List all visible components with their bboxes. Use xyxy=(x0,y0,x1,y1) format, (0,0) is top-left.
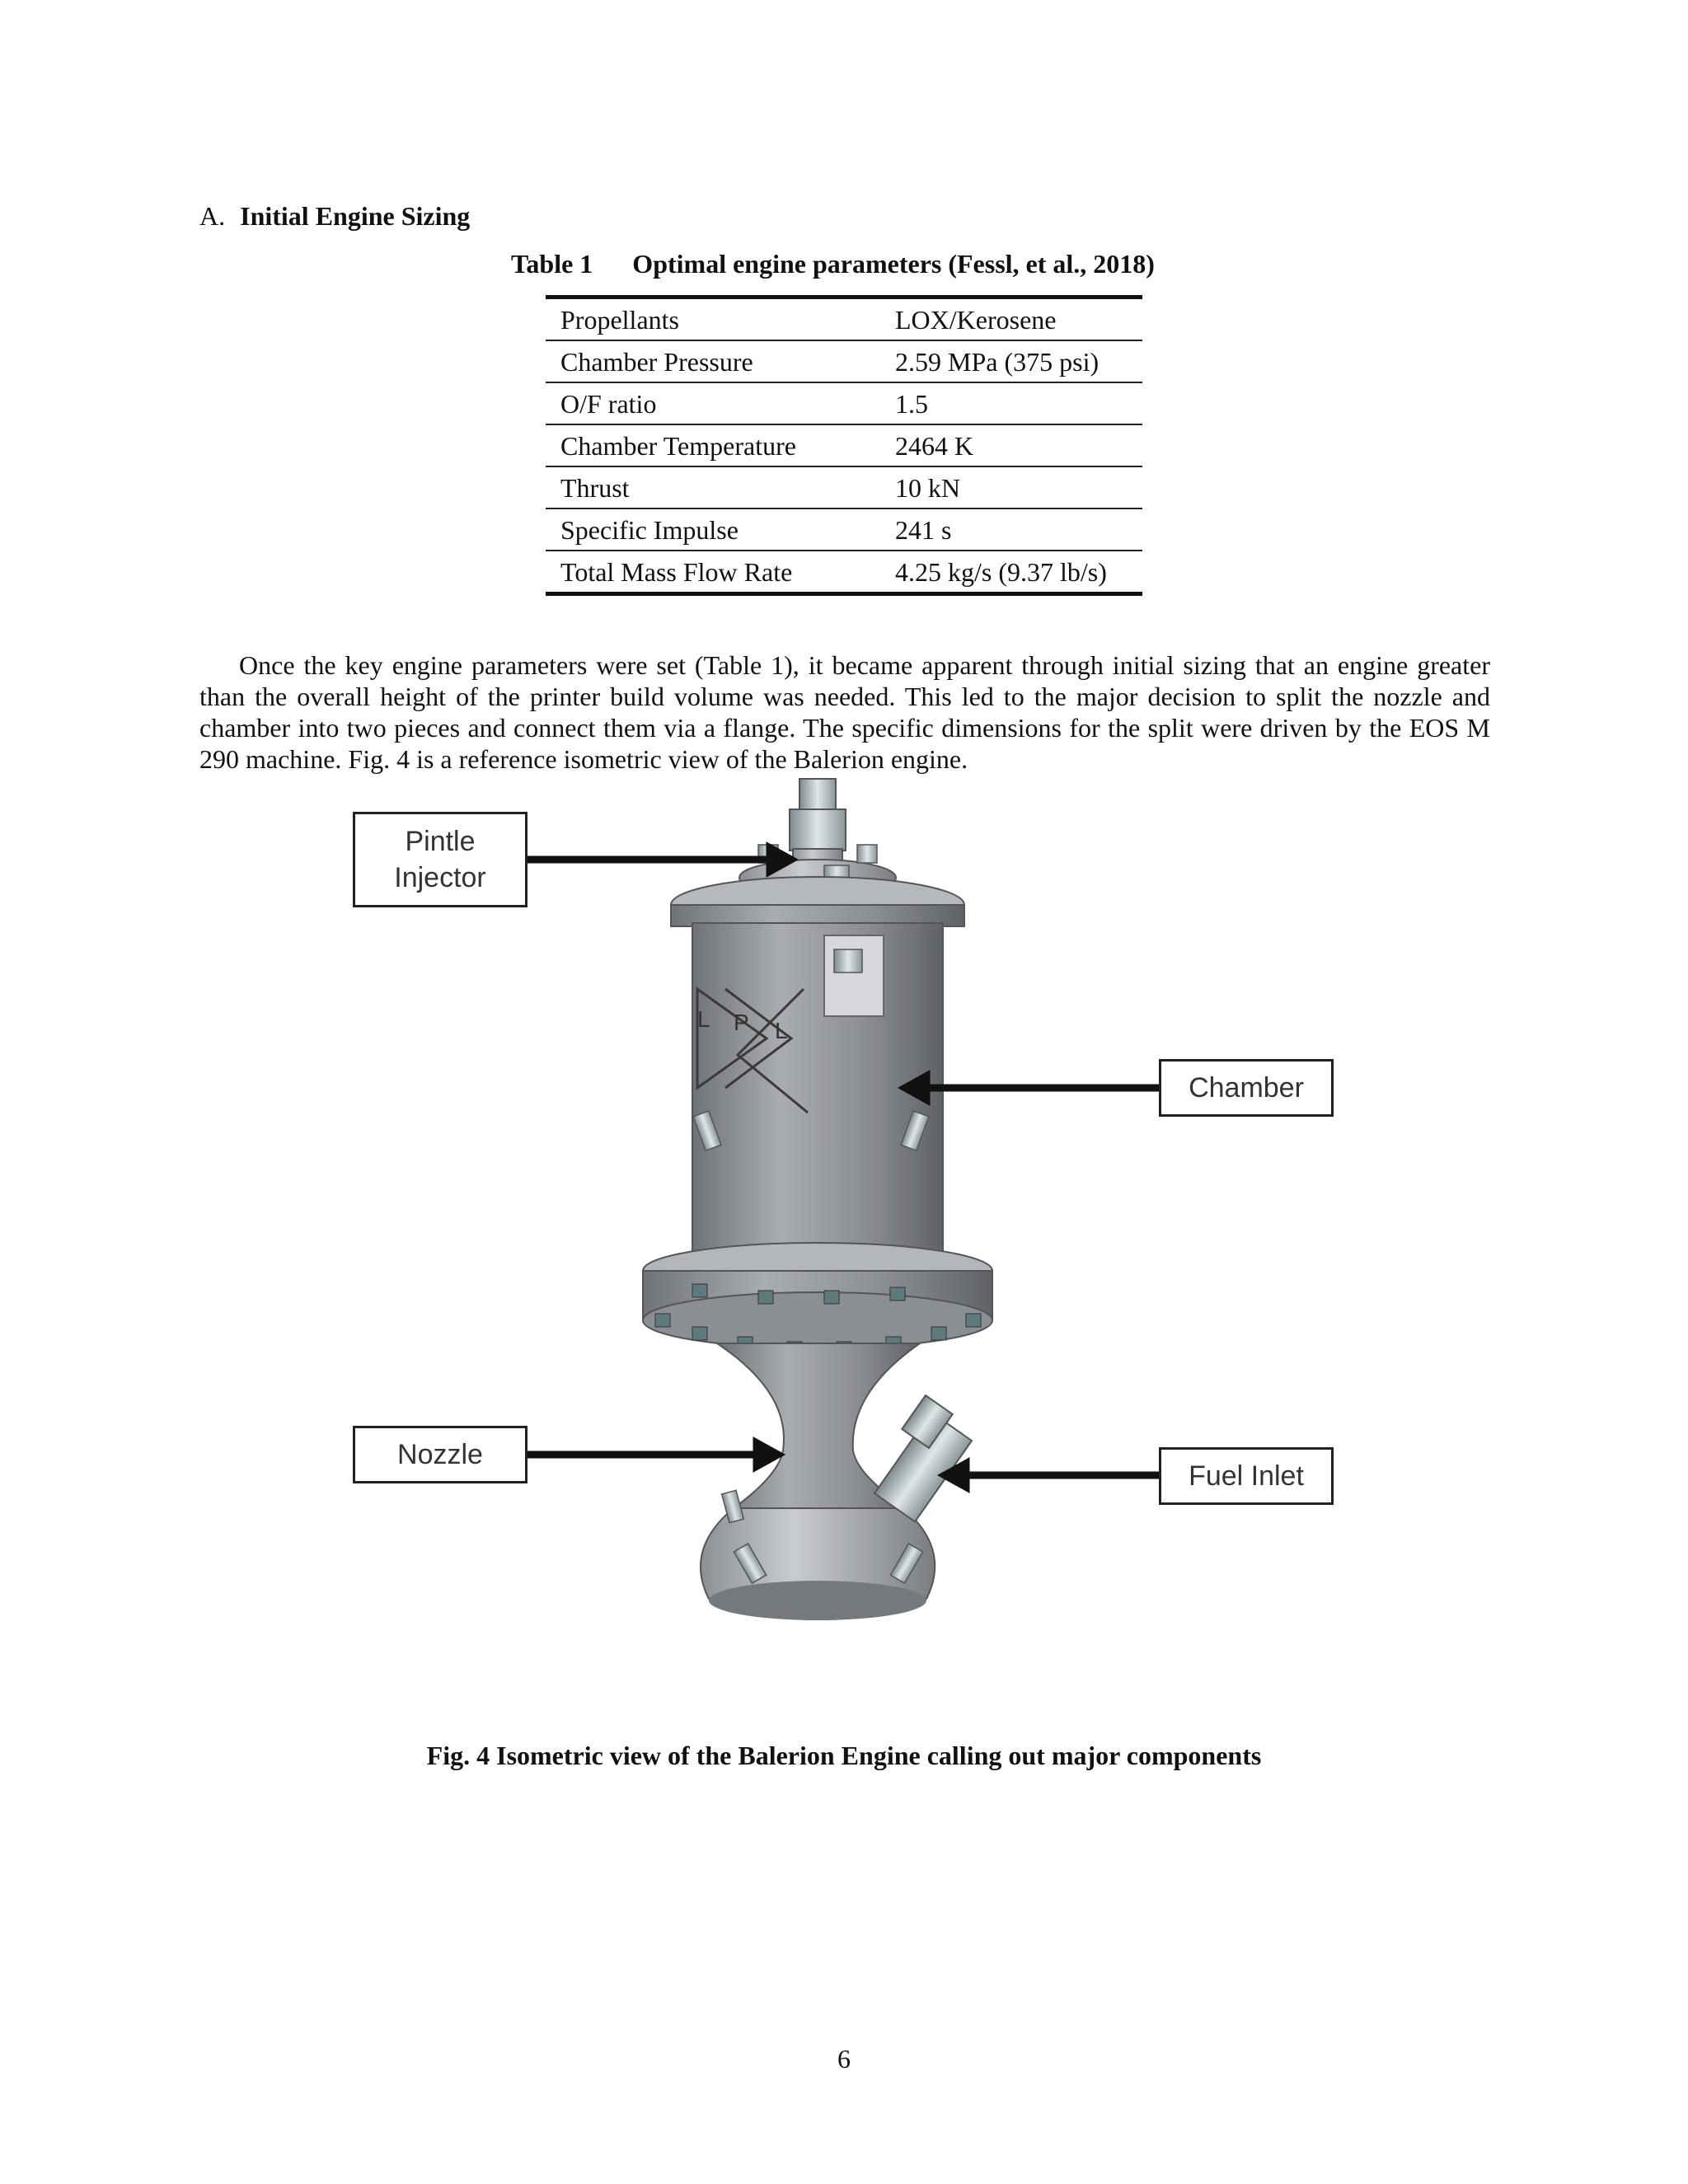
table-cell-value: 4.25 kg/s (9.37 lb/s) xyxy=(880,551,1142,594)
table-row xyxy=(546,466,1142,509)
callout-chamber: Chamber xyxy=(1159,1059,1334,1117)
table-cell-value: 10 kN xyxy=(880,466,1142,509)
callout-nozzle: Nozzle xyxy=(353,1426,528,1483)
table-cell-param: Total Mass Flow Rate xyxy=(546,551,880,594)
table-cell-param: Thrust xyxy=(546,466,880,509)
table-cell-value: 2464 K xyxy=(880,424,1142,466)
callout-fuel-inlet: Fuel Inlet xyxy=(1159,1447,1334,1505)
page-number: 6 xyxy=(837,2044,851,2074)
table-row xyxy=(546,340,1142,382)
table-row xyxy=(546,509,1142,551)
table-cell-param: Chamber Temperature xyxy=(546,424,880,466)
figure-caption: Fig. 4 Isometric view of the Balerion Engine calling out major components xyxy=(426,1741,1262,1770)
table-cell-value: 2.59 MPa (375 psi) xyxy=(880,340,1142,382)
section-title: Initial Engine Sizing xyxy=(240,201,471,231)
body-paragraph: Once the key engine parameters were set (Table 1), it became apparent through initial sizing that an engine greater than the overall height of the printer build volume was needed. This led to the major decision to split the nozzle and chamber into two pieces and connect them via a flange. The specific dimensions for the split were driven by the EOS M 290 machine. Fig. 4 is a reference isometric view of the Balerion engine. xyxy=(199,650,1490,774)
engine-parameters-table xyxy=(546,295,1142,596)
table-number: Table 1 xyxy=(511,249,593,279)
table-caption xyxy=(511,249,1155,279)
section-letter: A. xyxy=(199,201,226,231)
table-row xyxy=(546,424,1142,466)
table-cell-value: 241 s xyxy=(880,509,1142,551)
callout-pintle-line1: Pintle xyxy=(405,826,476,857)
table-cell-param: Chamber Pressure xyxy=(546,340,880,382)
fuel-inlet-part xyxy=(874,1395,972,1521)
logo-letter-p: P xyxy=(734,1010,749,1035)
engine-figure xyxy=(330,766,1368,1690)
table-cell-value: 1.5 xyxy=(880,382,1142,424)
callout-pintle-line2: Injector xyxy=(394,862,486,893)
table-cell-param: Propellants xyxy=(546,298,880,341)
logo-letter-l1: L xyxy=(697,1006,710,1032)
table-cell-param: Specific Impulse xyxy=(546,509,880,551)
table-cell-param: O/F ratio xyxy=(546,382,880,424)
table-row xyxy=(546,298,1142,341)
callout-pintle-injector xyxy=(353,812,528,907)
table-row xyxy=(546,551,1142,594)
logo-letter-l2: L xyxy=(775,1018,788,1043)
chamber-nozzle-flange xyxy=(643,1243,992,1355)
section-heading xyxy=(199,201,470,231)
table-row xyxy=(546,382,1142,424)
table-cell-value: LOX/Kerosene xyxy=(880,298,1142,341)
table-title: Optimal engine parameters (Fessl, et al., 2018) xyxy=(632,249,1155,279)
